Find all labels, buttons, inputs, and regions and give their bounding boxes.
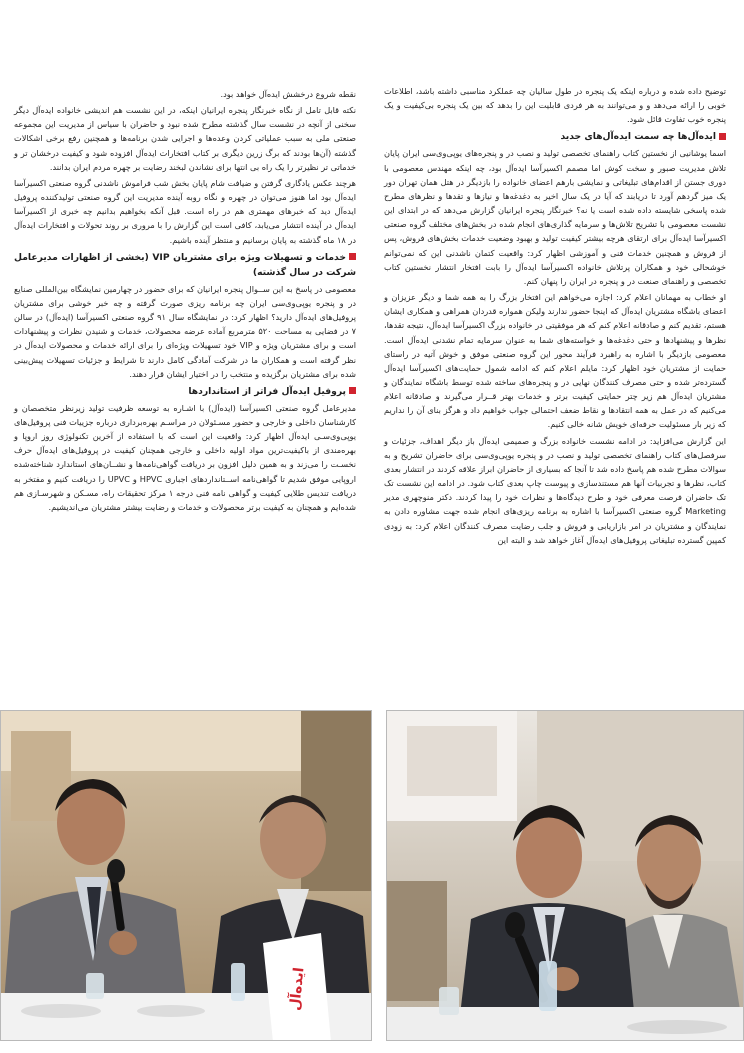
left-column-paragraph: هرچند عکس یادگاری گرفتن و ضیافت شام پایان بخش شب فراموش ناشدنی گروه صنعتی اکسیرآسا ایده‌آل بود اما هنوز می‌توان در چهره و نگاه روبه آینده مدیریت این گروه صنعتی تولیدکننده پروفیل ایده‌آل دید که خبرهای مهمتری هم در راه است. قبل آنکه بخواهیم بدانیم چه خبری از اکسیرآسا ایده‌آل در آینده انتشار می‌یابد، کافی است این گزارش را با مروری بر روند تحولات و افتخارات ایده‌آل در ۱۸ ماه گذشته به پایان برسانیم و منتظر آینده باشیم. xyxy=(14,177,356,245)
left-column-paragraph: نکته قابل تامل از نگاه خبرنگار پنجره ایرانیان اینکه، در این نشست هم اندیشی خانواده ایده‌آل دیگر سخنی از آنچه در نشست سال گذشته مطرح شده نبود و حاضران با سیاس از مدیریت این مجموعه صنعتی ملی به سبب عملیاتی کردن وعده‌ها و اجرایی شدن برنامه‌ها و همچنین رفع برخی اشکالات گذشته (آن‌ها بودند که برگ زرین دیگری بر کتاب افتخارات ایده‌آل افزوده شود و کیفیت درخشان تر و خدماتی تر نظیرتر را یک راه بی انتها برای نشاندن لبخند رضایت بر چهره مردم ایران بدانند. xyxy=(14,105,356,172)
subheading-text: پروفیل ایده‌آل فراتر از استانداردها xyxy=(188,385,346,397)
left-column-subheading xyxy=(14,384,356,399)
left-column-subheading xyxy=(14,250,356,280)
right-column-paragraph: این گزارش می‌افزاید: در ادامه نشست خانواده بزرگ و صمیمی ایده‌آل باز دیگر اهداف، جزئیات و سرفصل‌های کتاب راهنمای تخصصی تولید و نصب در و پنجره یوپی‌وی‌سی برای حاضران تشریح و به سوالات مطرح شده هم پاسخ داده شد تا آنجا که بسیاری از حاضران ابراز علاقه کردند در انتشار بعدی کتاب، نظرها و تجربیات آنها هم مستندسازی و پیوست چاپ بعدی کتاب شود. در ادامه این نشست تک تک حاضران فرصت معرفی خود و طرح دیدگاه‌ها و نظرات خود را پیدا کردند. دکتر منوچهری مدیر Marketing گروه صنعتی اکسیرآسا با اشاره به برنامه ریزی‌های انجام شده جهت مشاوره دادن به نمایندگان و مشتریان در امر بازاریابی و فروش و جلب رضایت مصرف کنندگان اعلام کرد: به زودی کمپین گسترده تبلیغاتی پروفیل‌های ایده‌آل آغاز خواهد شد و البته این xyxy=(384,435,726,545)
red-square-bullet-icon xyxy=(349,253,356,260)
left-column-paragraph: معصومی در پاسخ به این ســوال پنجره ایرانیان که برای حضور در چهارمین نمایشگاه بین‌المللی صنایع در و پنجره یوپی‌وی‌سی ایران چه برنامه ریزی صورت گرفته و چه خبر خوشی برای مشتریان پروفیل‌های ایده‌آل دارید؟ اظهار کرد: در نمایشگاه سال ۹۱ گروه صنعتی اکسیرآسا (ایده‌آل) در سالن ۷ در فضایی به مساحت ۵۲۰ مترمربع آماده عرضه محصولات، خدمات و شنیدن نظرات و پیشنهادات است و برای مشتریان ویژه و VIP خود تسهیلات ویژه‌ای را برای ارائه خدمات و محصولات ایده‌آل در نظر گرفته است و همکاران ما در شرکت آمادگی کامل دارند تا شرایط و جزئیات تسهیلات پیش‌بینی شده برای مشتریان برگزیده و منتخب را در اختیار ایشان قرار دهند. xyxy=(14,283,356,379)
article-column-left xyxy=(14,87,356,516)
left-column-paragraph: نقطه شروع درخشش ایده‌آل خواهد بود. xyxy=(220,89,356,99)
subheading-text: خدمات و تسهیلات ویژه برای مشتریان VIP (بخشی از اظهارات مدیرعامل شرکت در سال گذشته) xyxy=(14,251,356,278)
table-sign-label: ایده‌آل xyxy=(287,966,308,1012)
right-column-subheading xyxy=(384,129,726,144)
subheading-text: ایده‌آل‌ها چه سمت ایده‌آل‌های جدید xyxy=(560,131,716,143)
conference-photo-left xyxy=(1,711,372,1041)
right-column-paragraph: توضیح داده شده و درباره اینکه یک پنجره در طول سالیان چه عملکرد مناسبی داشته باشد، اطلاعات خوبی را ارائه می‌دهد و و می‌توانند به هر فردی قابلیت این را بدهد که بین یک پنجره بی‌کیفیت و یک پنجره خوب تفاوت قائل شود. xyxy=(384,86,726,125)
red-square-bullet-icon xyxy=(719,133,726,140)
photo-left xyxy=(0,710,372,1041)
conference-photo-right xyxy=(387,711,744,1041)
photo-right xyxy=(386,710,744,1041)
right-column-paragraph: او خطاب به مهمانان اعلام کرد: اجازه می‌خواهم این افتخار بزرگ را به همه شما و دیگر عزیزان و اعضای باشگاه مشتریان ایده‌آل که اینجا حضور ندارند ولیکن همواره قدردان همراهی و همکاری ایشان هستم، تقدیم کنم و صادقانه اعلام کنم که هر موفقیتی در خانواده بزرگ اکسیرآسا ایده‌آل، نتیجه تقدها، نظرها و پیشنهادها و حتی دغدغه‌ها و خواسته‌های شما به عنوان سرمایه تمام نشدنی ایده‌آل است. معصومی بازدیگر با اشاره به راهبرد فرآیند محور این گروه صنعتی موفق و خوش آتیه در راستای حمایت از مشتریان خود اظهار کرد: مایلم اعلام کنم که ادامه شمول حمایت‌های اکسیرآسا ایده‌آل گسترده‌تر شده و حتی مصرف کنندگان نهایی در و پنجره‌های ساخته شده توسط باشگاه نمایندگان و مشتریان ایده‌آل هم زیر چتر حمایتی کیفیت برتر و خدمات بهتر قــرار می‌گیرند و صادقانه اعلام می‌کنیم که در عمل به همه انتقادها و نقاط ضعف احتمالی جواب خواهیم داد و هرگز بنای آن را نداریم که زیر بار مسئولیت حرفه‌ای خویش شانه خالی کنیم. xyxy=(384,292,726,430)
article-column-right xyxy=(384,84,726,549)
red-square-bullet-icon xyxy=(349,387,356,394)
left-column-paragraph: مدیرعامل گروه صنعتی اکسیرآسا (ایده‌آل) با اشـاره به توسعه ظرفیت تولید زیرنظر متخصصان و کارشناسان داخلی و خارجی و حضور مسـئولان در مراسـم بهره‌برداری درباره جزییات فنی پروفیل‌های یوپی‌وی‌سـی ایده‌آل اظهار کرد: واقعیت این است که با استفاده از آخرین تکنولوژی روز اروپا و بهره‌مندی از باکیفیت‌ترین مواد اولیه داخلی و خارجی همچنان کیفیت در پروفیل‌های ایده‌آل حرف نخسـت را می‌زند و به همین دلیل افزون بر دریافت گواهی‌نامه‌ها و نشــان‌های استاندارد شناخته‌شده اروپایی موفق شدیم تا گواهی‌نامه اســتانداردهای اجباری HPVC و UPVC را دریافت کنیم و مفتخر به دریافت تندیس طلایی کیفیت و گواهی نامه فنی درجه ۱ مرکز تحقیقات راه، مسـکن و شهرسـازی هم شده‌ایم و همچنان به کیفیت برتر محصولات و خدمات و رضایت بیشتر مشتریان می‌اندیشیم. xyxy=(14,402,356,512)
right-column-paragraph: اسما یوشانیی از نخستین کتاب راهنمای تخصصی تولید و نصب در و پنجره‌های یوپی‌وی‌سی ایران پایان تلاش مدیریت صبور و سخت کوش اما مصمم اکسیرآسا ایده‌آل بود، چه اینکه مهندس معصومی با دوری جستن از اقدام‌های تبلیغاتی و نمایشی بارهم اعضای خانواده را بازدیگر در هتل همان تهران دور یک میز گردهم آورد تا دریابند که آیا در یک سال اخیر به دغدغه‌ها و نیازها و تقدها و نظرهای مطرح شده پاسخی شایسته داده شده است یا نه؟ خبرنگار پنجره ایرانیان گزارش می‌دهد که در ابتدای این نشست معصومی با تشریح تلاش‌ها و سرمایه گذاری‌های انجام شده در بخش‌های مختلف گروه صنعتی اکسیرآسا ایده‌آل برای ارتقای هرچه بیشتر کیفیت تولید و بهبود وضعیت خدمات بخش‌های فروش، پس از فروش و همچنین خدمات فنی و آموزشی اظهار کرد: واقعیت کتمان ناشدنی این که نمی‌توانم خوشحالی خود و همکاران پرتلاش خانواده اکسیرآسا ایده‌آل را بابت افتخار انتشار نخستین کتاب تخصصی و راهنمای صنعت در و پنجره در ایران را پنهان کنم. xyxy=(384,148,726,286)
